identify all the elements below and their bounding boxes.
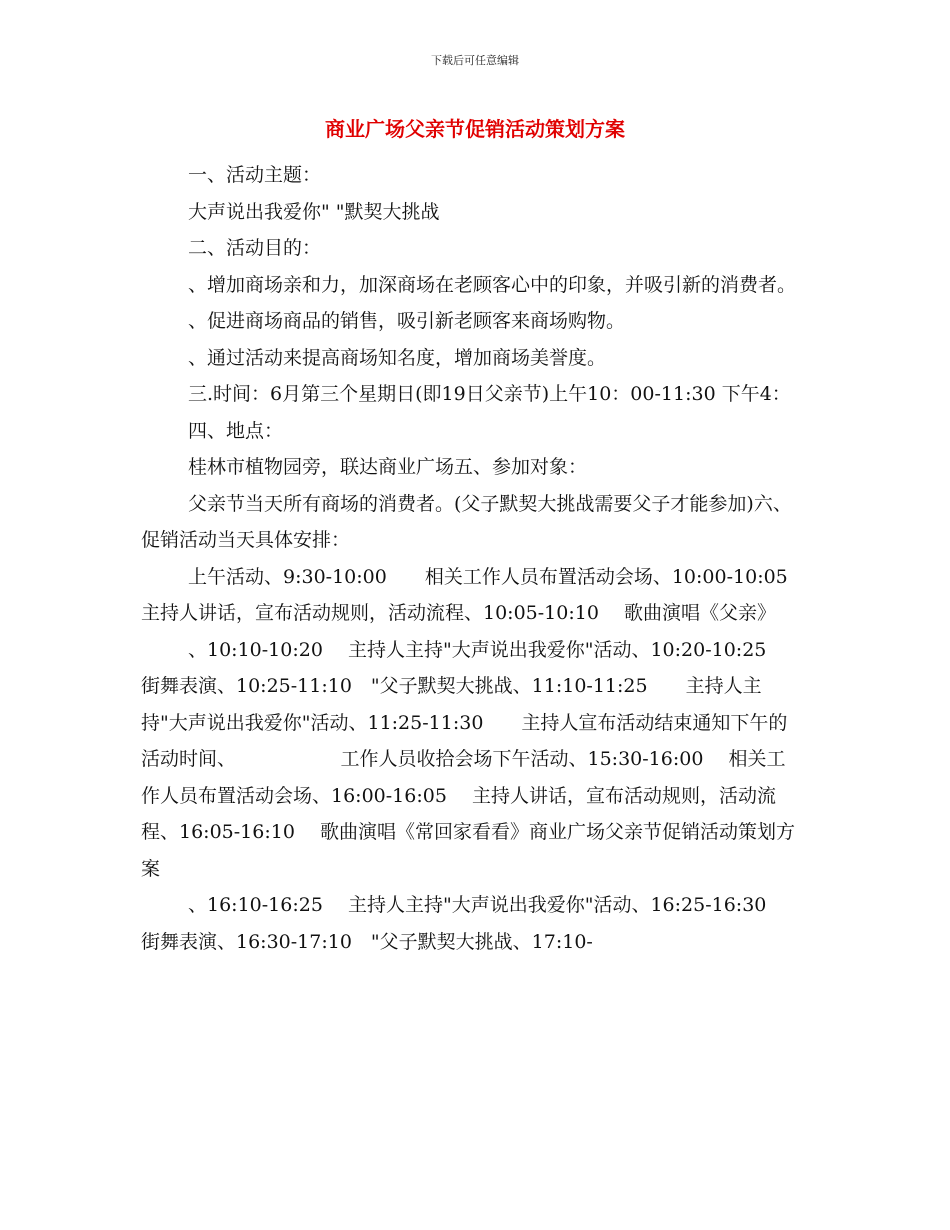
document-title: 商业广场父亲节促销活动策划方案 [325,117,625,141]
paragraph: 、增加商场亲和力，加深商场在老顾客心中的印象，并吸引新的消费者。 [188,273,797,296]
paragraph: 四、地点： [188,419,284,442]
paragraph: 、16:10-16:25 主持人主持"大声说出我爱你"活动、16:25-16:30 街舞表演、16:30-17:10 "父子默契大挑战、17:10- [141,894,786,953]
paragraph: 桂林市植物园旁，联达商业广场五、参加对象： [188,456,588,478]
paragraph: 二、活动目的： [188,237,322,259]
paragraph: 大声说出我爱你" "默契大挑战 [188,200,440,223]
paragraph: 父亲节当天所有商场的消费者。(父子默契大挑战需要父子才能参加)六、促销活动当天具体安排： [141,492,792,551]
paragraph: 、促进商场商品的销售，吸引新老顾客来商场购物。 [188,310,626,332]
header-note: 下载后可任意编辑 [431,54,519,67]
paragraph: 、10:10-10:20 主持人主持"大声说出我爱你"活动、10:20-10:25 街舞表演、10:25-11:10 "父子默契大挑战、11:10-11:25 主持人主持"大声说出我爱你"活动、11:25-11:30 主持人宣布活动结束通知下午的活动时间、 工作人员收拾会场下午活动、15:30-16:00 相关工作人员布置活动会场、16:00-16:05 主持人讲话，宣布活动规则，活动流程、16:05-16:10 歌曲演唱《常回家看看》商业广场父亲节促销活动策划方案 [141,638,795,880]
document-body [141,157,813,960]
paragraph: 、通过活动来提高商场知名度，增加商场美誉度。 [188,346,607,369]
paragraph: 上午活动、9:30-10:00 相关工作人员布置活动会场、10:00-10:05 主持人讲话，宣布活动规则，活动流程、10:05-10:10 歌曲演唱《父亲》 [141,565,813,624]
paragraph: 三.时间：6月第三个星期日(即19日父亲节)上午10：00-11:30 下午4： [188,383,791,405]
paragraph: 一、活动主题： [188,164,322,186]
